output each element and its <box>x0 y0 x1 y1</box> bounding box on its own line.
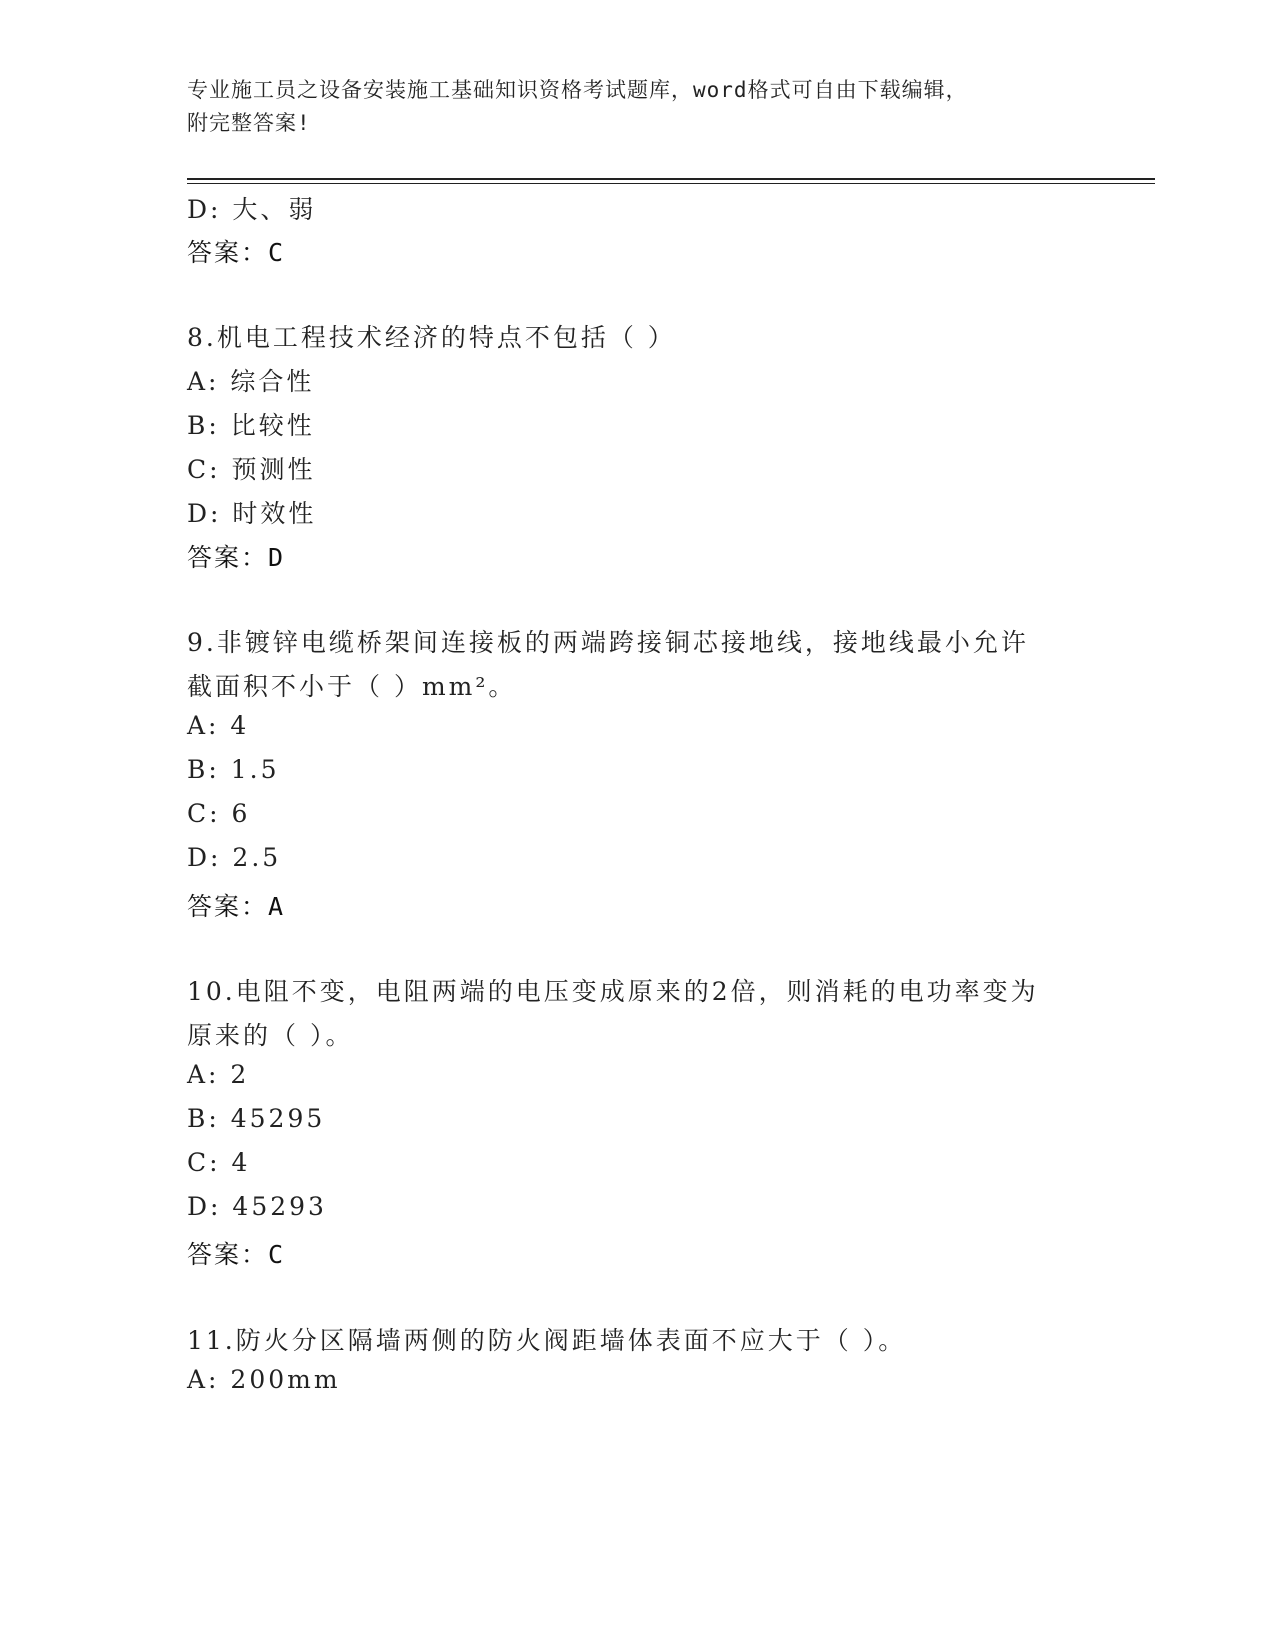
option-a: A: 200mm <box>187 1365 341 1394</box>
question-stem-cont: 截面积不小于（ ）mm²。 <box>187 672 517 701</box>
question-stem: 10.电阻不变，电阻两端的电压变成原来的2倍，则消耗的电功率变为 <box>187 977 1039 1006</box>
header-divider-thin <box>187 183 1155 184</box>
question-stem: 8.机电工程技术经济的特点不包括（ ） <box>187 323 676 352</box>
option-d: D: 2.5 <box>187 843 282 872</box>
header-line-1: 专业施工员之设备安装施工基础知识资格考试题库，word格式可自由下载编辑， <box>187 78 968 102</box>
option-d: D: 大、弱 <box>187 195 317 224</box>
answer: 答案：C <box>187 238 286 267</box>
question-stem: 9.非镀锌电缆桥架间连接板的两端跨接铜芯接地线，接地线最小允许 <box>187 628 1029 657</box>
option-a: A: 4 <box>187 711 250 740</box>
option-c: C: 预测性 <box>187 455 316 484</box>
answer: 答案：A <box>187 892 286 921</box>
question-stem-cont: 原来的（ ）。 <box>187 1021 354 1050</box>
question-stem: 11.防火分区隔墙两侧的防火阀距墙体表面不应大于（ ）。 <box>187 1326 907 1355</box>
option-c: C: 6 <box>187 799 251 828</box>
header-line-2: 附完整答案! <box>187 111 311 135</box>
answer: 答案：D <box>187 543 286 572</box>
option-d: D: 45293 <box>187 1192 327 1221</box>
option-d: D: 时效性 <box>187 499 317 528</box>
option-a: A: 综合性 <box>187 367 315 396</box>
option-b: B: 比较性 <box>187 411 315 440</box>
option-c: C: 4 <box>187 1148 251 1177</box>
header-divider <box>187 178 1155 180</box>
option-b: B: 1.5 <box>187 755 280 784</box>
option-b: B: 45295 <box>187 1104 326 1133</box>
answer: 答案：C <box>187 1240 286 1269</box>
option-a: A: 2 <box>187 1060 250 1089</box>
document-header <box>187 74 1067 140</box>
